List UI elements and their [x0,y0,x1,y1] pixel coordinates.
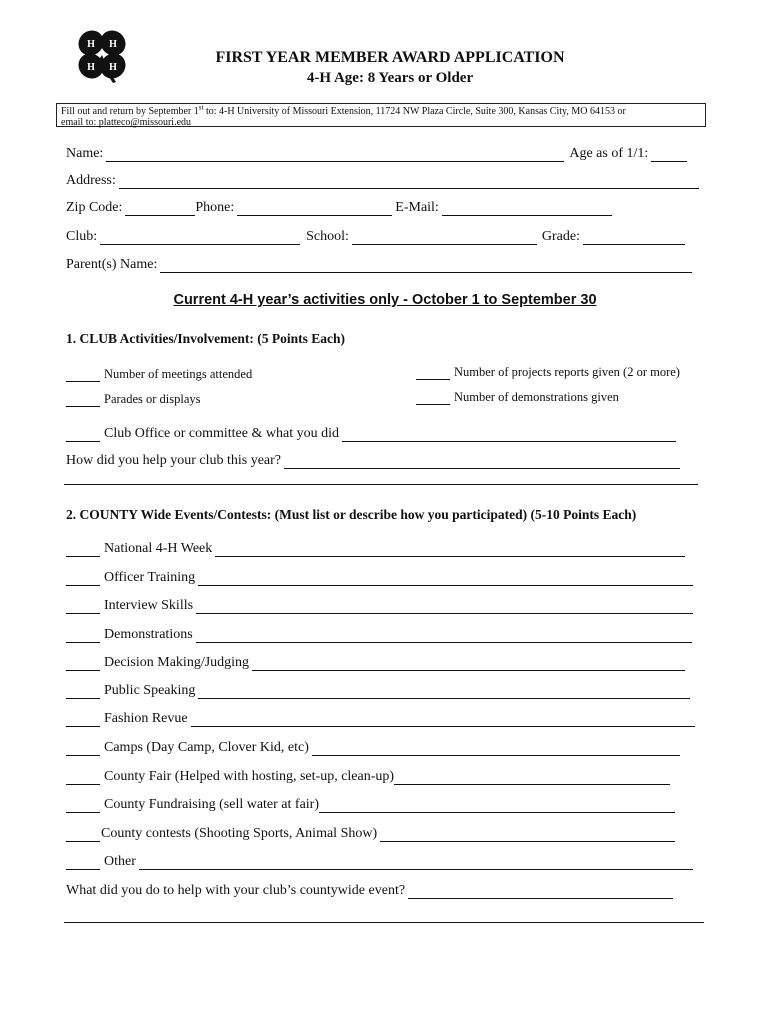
county-item [66,738,683,756]
club-item-label: Parades or displays [104,392,201,406]
county-item [66,709,698,727]
club-item-label: Number of demonstrations given [454,390,619,404]
club-help-extra-line[interactable] [64,484,698,485]
club-label: Club: [66,229,98,244]
points-blank[interactable] [66,571,100,586]
county-item [66,852,696,870]
county-item-label: County Fair (Helped with hosting, set-up, clean-up) [104,769,395,784]
parents-label: Parent(s) Name: [66,257,158,272]
club-section-title: 1. CLUB Activities/Involvement: (5 Points Each) [66,331,345,346]
county-item-field[interactable] [380,827,675,842]
county-question-extra-line[interactable] [64,922,704,923]
club-help-row [66,451,683,469]
points-blank[interactable] [66,542,100,557]
club-item-label: Number of projects reports given (2 or more) [454,365,680,379]
name-field[interactable] [106,147,564,162]
points-blank[interactable] [66,712,100,727]
county-item-label: Demonstrations [104,627,193,642]
logo-letter: H [87,39,95,50]
4h-clover-logo-icon [72,26,132,84]
county-item [66,681,693,699]
county-item [66,539,688,557]
county-item [66,824,678,842]
county-item [66,795,678,813]
county-item-field[interactable] [196,628,692,643]
points-blank[interactable] [66,827,100,842]
county-item [66,625,695,643]
name-row [66,144,690,162]
instructions-sup: st [198,103,204,112]
county-question-field[interactable] [408,884,673,899]
points-blank[interactable] [66,367,100,382]
club-item [416,362,680,380]
age-field[interactable] [651,147,687,162]
page-subtitle: 4-H Age: 8 Years or Older [306,70,474,86]
zip-label: Zip Code: [66,200,123,215]
points-blank[interactable] [66,684,100,699]
points-blank[interactable] [66,656,100,671]
points-blank[interactable] [416,390,450,405]
phone-label: Phone: [195,200,235,215]
parents-field[interactable] [160,258,692,273]
email-label: E-Mail: [395,200,439,215]
club-office-row [66,424,679,442]
instructions-box [56,103,706,127]
grade-field[interactable] [583,230,685,245]
club-item [66,364,252,382]
club-help-label: How did you help your club this year? [66,453,282,468]
county-item-field[interactable] [319,798,675,813]
name-label: Name: [66,146,104,161]
county-item-label: Public Speaking [104,683,196,698]
county-item-label: Other [104,854,136,869]
points-blank[interactable] [66,427,100,442]
address-label: Address: [66,173,116,188]
points-blank[interactable] [66,741,100,756]
logo-letter: H [109,39,117,50]
county-item-label: Camps (Day Camp, Clover Kid, etc) [104,740,309,755]
zip-field[interactable] [125,201,195,216]
county-item-field[interactable] [196,599,693,614]
club-help-field[interactable] [284,454,680,469]
county-item [66,653,688,671]
county-item-field[interactable] [198,571,693,586]
points-blank[interactable] [66,628,100,643]
club-field[interactable] [100,230,300,245]
address-field[interactable] [119,174,699,189]
age-label: Age as of 1/1: [569,146,649,161]
email-field[interactable] [442,201,612,216]
points-blank[interactable] [66,855,100,870]
club-office-label: Club Office or committee & what you did [104,426,339,441]
county-item-label: National 4-H Week [104,541,213,556]
logo-letter: H [87,62,95,73]
county-item-field[interactable] [215,542,685,557]
county-item-field[interactable] [139,855,693,870]
county-item-field[interactable] [312,741,680,756]
club-item-label: Number of meetings attended [104,367,253,381]
school-field[interactable] [352,230,537,245]
club-item [416,387,619,405]
county-section-title: 2. COUNTY Wide Events/Contests: (Must list or describe how you participated) (5-10 Points Each) [66,507,637,522]
county-item [66,767,673,785]
county-item-label: County contests (Shooting Sports, Animal Show) [101,826,378,841]
county-item-field[interactable] [198,684,690,699]
instructions-prefix: Fill out and return by September 1 [61,106,199,117]
county-item-field[interactable] [394,770,670,785]
address-row [66,171,702,189]
county-question-row [66,881,676,899]
parents-row [66,255,695,273]
county-item-label: Fashion Revue [104,711,188,726]
school-label: School: [306,229,349,244]
instructions-email: email to: platteco@missouri.edu [61,117,192,128]
county-item-label: Interview Skills [104,598,194,613]
club-row [66,227,688,245]
county-item-field[interactable] [252,656,685,671]
county-question-label: What did you do to help with your club’s countywide event? [66,883,406,898]
points-blank[interactable] [66,392,100,407]
club-item [66,389,201,407]
county-item-field[interactable] [191,712,695,727]
points-blank[interactable] [66,599,100,614]
grade-label: Grade: [541,229,580,244]
points-blank[interactable] [66,770,100,785]
points-blank[interactable] [416,365,450,380]
page-title: FIRST YEAR MEMBER AWARD APPLICATION [215,49,565,66]
contact-row [66,198,615,216]
county-item-label: Officer Training [104,570,196,585]
activities-heading: Current 4-H year’s activities only - October 1 to September 30 [173,292,597,308]
county-item-label: Decision Making/Judging [104,655,250,670]
county-item [66,596,696,614]
points-blank[interactable] [66,798,100,813]
instructions-rest: to: 4-H University of Missouri Extension, 11724 NW Plaza Circle, Suite 300, Kansas City, MO 64153 or [203,106,626,117]
county-item-label: County Fundraising (sell water at fair) [104,797,320,812]
logo-letter: H [109,62,117,73]
county-item [66,568,696,586]
club-office-field[interactable] [342,427,676,442]
phone-field[interactable] [237,201,392,216]
